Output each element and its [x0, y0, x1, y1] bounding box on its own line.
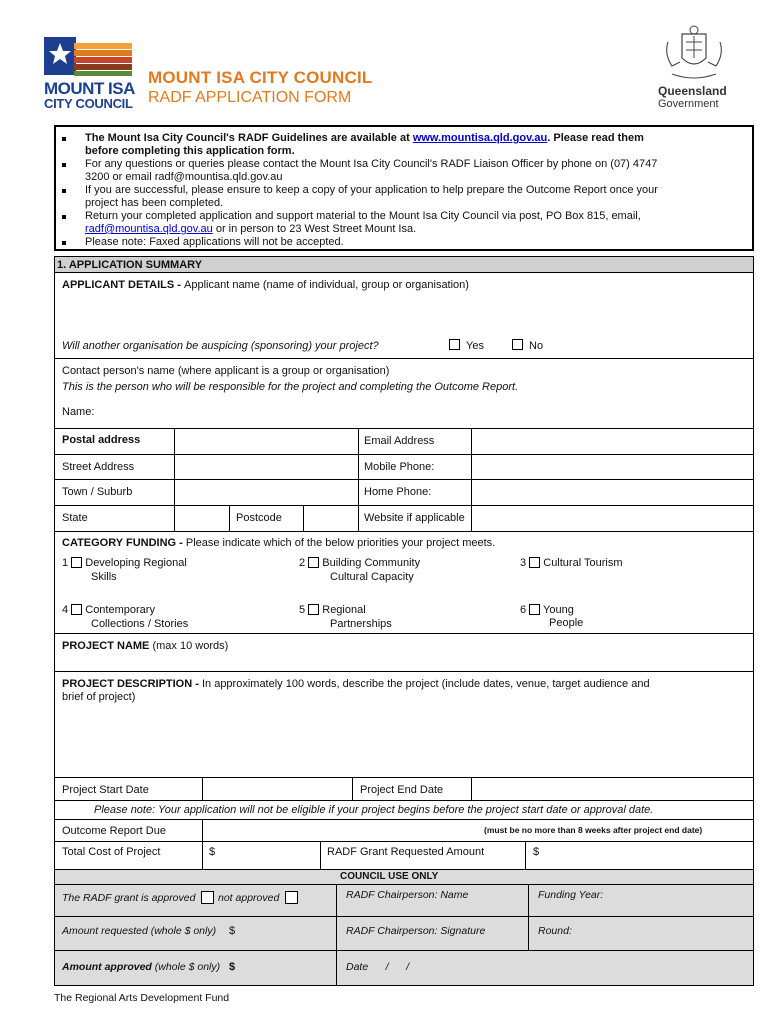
- chairperson-name-label: RADF Chairperson: Name: [346, 889, 469, 901]
- intro-bullet-3: If you are successful, please ensure to keep a copy of your application to help prepare the Outcome Report once your: [85, 184, 658, 196]
- project-name-field[interactable]: [62, 655, 742, 669]
- queensland-label: Queensland: [658, 84, 727, 98]
- intro-bullet-2: For any questions or queries please contact the Mount Isa City Council's RADF Liaison Officer by phone on (07) 4747: [85, 158, 658, 170]
- category-text: Cultural Tourism: [543, 557, 623, 569]
- intro-bullet-4: Return your completed application and support material to the Mount Isa City Council via post, PO Box 815, email,: [85, 210, 641, 222]
- footer-text: The Regional Arts Development Fund: [54, 992, 230, 1004]
- category-text: Developing Regional: [85, 557, 187, 569]
- page-subtitle: RADF APPLICATION FORM: [148, 89, 352, 106]
- council-logo-graphic: [44, 37, 134, 81]
- auspice-yes-checkbox[interactable]: [449, 339, 460, 350]
- home-phone-field[interactable]: [473, 481, 751, 503]
- amount-approved-dollar: $: [229, 961, 236, 973]
- queensland-government-logo: [658, 24, 730, 110]
- section-heading: 1. APPLICATION SUMMARY: [57, 259, 203, 271]
- grant-approved-label: The RADF grant is approved: [62, 892, 196, 904]
- bullet-2: [62, 163, 66, 167]
- category-num: 5: [299, 604, 306, 616]
- applicant-name-field[interactable]: [62, 295, 742, 335]
- project-start-label: Project Start Date: [62, 784, 149, 796]
- bullet-1: [62, 137, 66, 141]
- divider: [54, 272, 754, 273]
- name-label: Name:: [62, 406, 95, 418]
- approved-checkbox[interactable]: [201, 891, 214, 904]
- category-checkbox-5[interactable]: [308, 604, 319, 615]
- mobile-phone-field[interactable]: [473, 456, 751, 478]
- divider: [352, 777, 353, 800]
- total-cost-label: Total Cost of Project: [62, 846, 161, 858]
- divider: [229, 505, 230, 531]
- divider: [54, 428, 754, 429]
- email-address-label: Email Address: [364, 435, 435, 447]
- category-option-1-line2: Skills: [91, 571, 117, 583]
- website-field[interactable]: [473, 507, 751, 529]
- intro-b1-text: The Mount Isa City Council's RADF Guidelines are available at: [85, 132, 413, 144]
- project-desc-text: In approximately 100 words, describe the project (include dates, venue, target audience and: [201, 678, 650, 690]
- category-option-2: [299, 557, 420, 569]
- category-option-3: [520, 557, 623, 569]
- grant-requested-dollar: $: [533, 846, 540, 858]
- category-option-4: [62, 604, 155, 616]
- intro-bullet-3-line2: project has been completed.: [85, 197, 224, 209]
- project-start-field[interactable]: [204, 779, 350, 798]
- category-text: Regional: [322, 604, 366, 616]
- category-label-bold: CATEGORY FUNDING -: [62, 537, 186, 549]
- divider: [336, 884, 337, 986]
- postal-address-label: Postal address: [62, 434, 141, 446]
- logo-text-line2: CITY COUNCIL: [44, 96, 133, 111]
- divider: [525, 841, 526, 869]
- postcode-field[interactable]: [305, 507, 356, 529]
- website-label: Website if applicable: [364, 512, 465, 524]
- divider: [202, 819, 203, 869]
- divider: [528, 884, 529, 950]
- outcome-report-label: Outcome Report Due: [62, 825, 166, 837]
- amount-approved-rest: (whole $ only): [151, 961, 221, 973]
- contact-name-field[interactable]: [100, 403, 740, 423]
- divider: [54, 671, 754, 672]
- council-use-heading: COUNCIL USE ONLY: [340, 871, 439, 882]
- divider: [54, 884, 754, 885]
- amount-requested-dollar: $: [229, 925, 236, 937]
- applicant-details-label: [62, 279, 469, 291]
- category-option-4-line2: Collections / Stories: [91, 618, 189, 630]
- bullet-5: [62, 241, 66, 245]
- category-option-1: [62, 557, 187, 569]
- auspice-no-checkbox[interactable]: [512, 339, 523, 350]
- divider: [54, 454, 754, 455]
- intro-bullet-4-line2: [85, 223, 416, 235]
- auspice-question: Will another organisation be auspicing (sponsoring) your project?: [62, 340, 379, 352]
- intro-bullet-2-line2: 3200 or email radf@mountisa.qld.gov.au: [85, 171, 283, 183]
- divider: [54, 916, 754, 917]
- category-num: 1: [62, 557, 69, 569]
- bullet-4: [62, 215, 66, 219]
- postcode-label: Postcode: [236, 512, 282, 524]
- category-option-5: [299, 604, 366, 616]
- email-link[interactable]: radf@mountisa.qld.gov.au: [85, 223, 213, 235]
- intro-bullet-1-line2: before completing this application form.: [85, 145, 295, 157]
- auspice-yes-label: Yes: [466, 340, 484, 352]
- divider: [54, 819, 754, 820]
- auspice-no-label: No: [529, 340, 544, 352]
- mobile-phone-label: Mobile Phone:: [364, 461, 435, 473]
- project-description-label: [62, 678, 650, 690]
- project-name-label: [62, 640, 228, 652]
- project-end-field[interactable]: [473, 779, 751, 798]
- logo-text-line1: MOUNT ISA: [44, 79, 135, 98]
- home-phone-label: Home Phone:: [364, 486, 432, 498]
- applicant-label-bold: APPLICANT DETAILS -: [62, 279, 185, 291]
- divider: [54, 777, 754, 778]
- category-option-6-line2: People: [549, 617, 584, 629]
- project-name-desc: (max 10 words): [149, 640, 229, 652]
- category-desc: Please indicate which of the below priorities your project meets.: [185, 537, 496, 549]
- government-label: Government: [658, 98, 719, 110]
- divider: [54, 479, 754, 480]
- intro-b1-post: . Please read them: [547, 132, 644, 144]
- project-description-label-line2: brief of project): [62, 691, 136, 703]
- category-checkbox-4[interactable]: [71, 604, 82, 615]
- category-text: Contemporary: [85, 604, 155, 616]
- street-address-label: Street Address: [62, 461, 135, 473]
- date-label: Date / /: [346, 961, 410, 973]
- eligibility-note: Please note: Your application will not be eligible if your project begins before the project start date or approval date.: [94, 804, 654, 816]
- category-checkbox-2[interactable]: [308, 557, 319, 568]
- contact-person-note: This is the person who will be responsible for the project and completing the Outcome Report.: [62, 381, 519, 393]
- website-link[interactable]: www.mountisa.qld.gov.au: [412, 132, 548, 144]
- outcome-report-field[interactable]: [204, 821, 474, 839]
- category-num: 4: [62, 604, 69, 616]
- amount-approved-bold: Amount approved: [62, 961, 152, 973]
- divider: [303, 505, 304, 531]
- funding-year-label: Funding Year:: [538, 889, 604, 901]
- divider: [54, 841, 754, 842]
- category-text: Young: [543, 604, 574, 616]
- project-description-field[interactable]: [62, 706, 742, 774]
- category-num: 2: [299, 557, 306, 569]
- chairperson-signature-label: RADF Chairperson: Signature: [346, 925, 486, 937]
- divider: [54, 358, 754, 359]
- total-cost-dollar: $: [209, 846, 216, 858]
- postal-address-field[interactable]: [176, 430, 356, 452]
- town-suburb-label: Town / Suburb: [62, 486, 133, 498]
- state-label: State: [62, 512, 88, 524]
- divider: [471, 777, 472, 800]
- intro-bullet-5: Please note: Faxed applications will not be accepted.: [85, 236, 344, 248]
- category-checkbox-3[interactable]: [529, 557, 540, 568]
- divider: [174, 428, 175, 531]
- divider: [54, 633, 754, 634]
- category-option-6: [520, 604, 574, 616]
- divider: [54, 505, 754, 506]
- applicant-desc: Applicant name (name of individual, group or organisation): [184, 279, 469, 291]
- project-name-bold: PROJECT NAME: [62, 640, 150, 652]
- state-field[interactable]: [176, 507, 227, 529]
- category-num: 6: [520, 604, 527, 616]
- category-funding-label: [62, 537, 495, 549]
- divider: [202, 777, 203, 800]
- category-checkbox-6[interactable]: [529, 604, 540, 615]
- category-option-2-line2: Cultural Capacity: [330, 571, 414, 583]
- town-suburb-field[interactable]: [176, 481, 356, 503]
- queensland-crest-icon: [658, 24, 730, 84]
- grant-requested-label: RADF Grant Requested Amount: [327, 846, 485, 858]
- divider: [471, 428, 472, 531]
- bullet-3: [62, 189, 66, 193]
- contact-person-label: Contact person's name (where applicant is a group or organisation): [62, 365, 390, 377]
- not-approved-checkbox[interactable]: [285, 891, 298, 904]
- amount-approved-label: [62, 961, 220, 973]
- intro-bullet-1: [85, 132, 644, 144]
- total-cost-field[interactable]: [218, 843, 318, 867]
- divider: [54, 800, 754, 801]
- page-title: MOUNT ISA CITY COUNCIL: [148, 68, 373, 87]
- council-logo: [44, 37, 135, 111]
- project-end-label: Project End Date: [360, 784, 444, 796]
- divider: [54, 950, 754, 951]
- amount-requested-label: Amount requested (whole $ only): [62, 925, 217, 937]
- email-address-field[interactable]: [473, 430, 751, 452]
- intro-b4-post: or in person to 23 West Street Mount Isa.: [212, 223, 417, 235]
- divider: [320, 841, 321, 869]
- category-checkbox-1[interactable]: [71, 557, 82, 568]
- round-label: Round:: [538, 925, 572, 937]
- divider: [358, 428, 359, 531]
- grant-requested-field[interactable]: [542, 843, 751, 867]
- divider: [54, 531, 754, 532]
- outcome-report-note: (must be no more than 8 weeks after project end date): [484, 825, 703, 835]
- category-option-5-line2: Partnerships: [330, 618, 392, 630]
- street-address-field[interactable]: [176, 456, 356, 478]
- not-approved-label: not approved: [218, 892, 280, 904]
- category-num: 3: [520, 557, 527, 569]
- project-desc-bold: PROJECT DESCRIPTION -: [62, 678, 202, 690]
- category-text: Building Community: [322, 557, 421, 569]
